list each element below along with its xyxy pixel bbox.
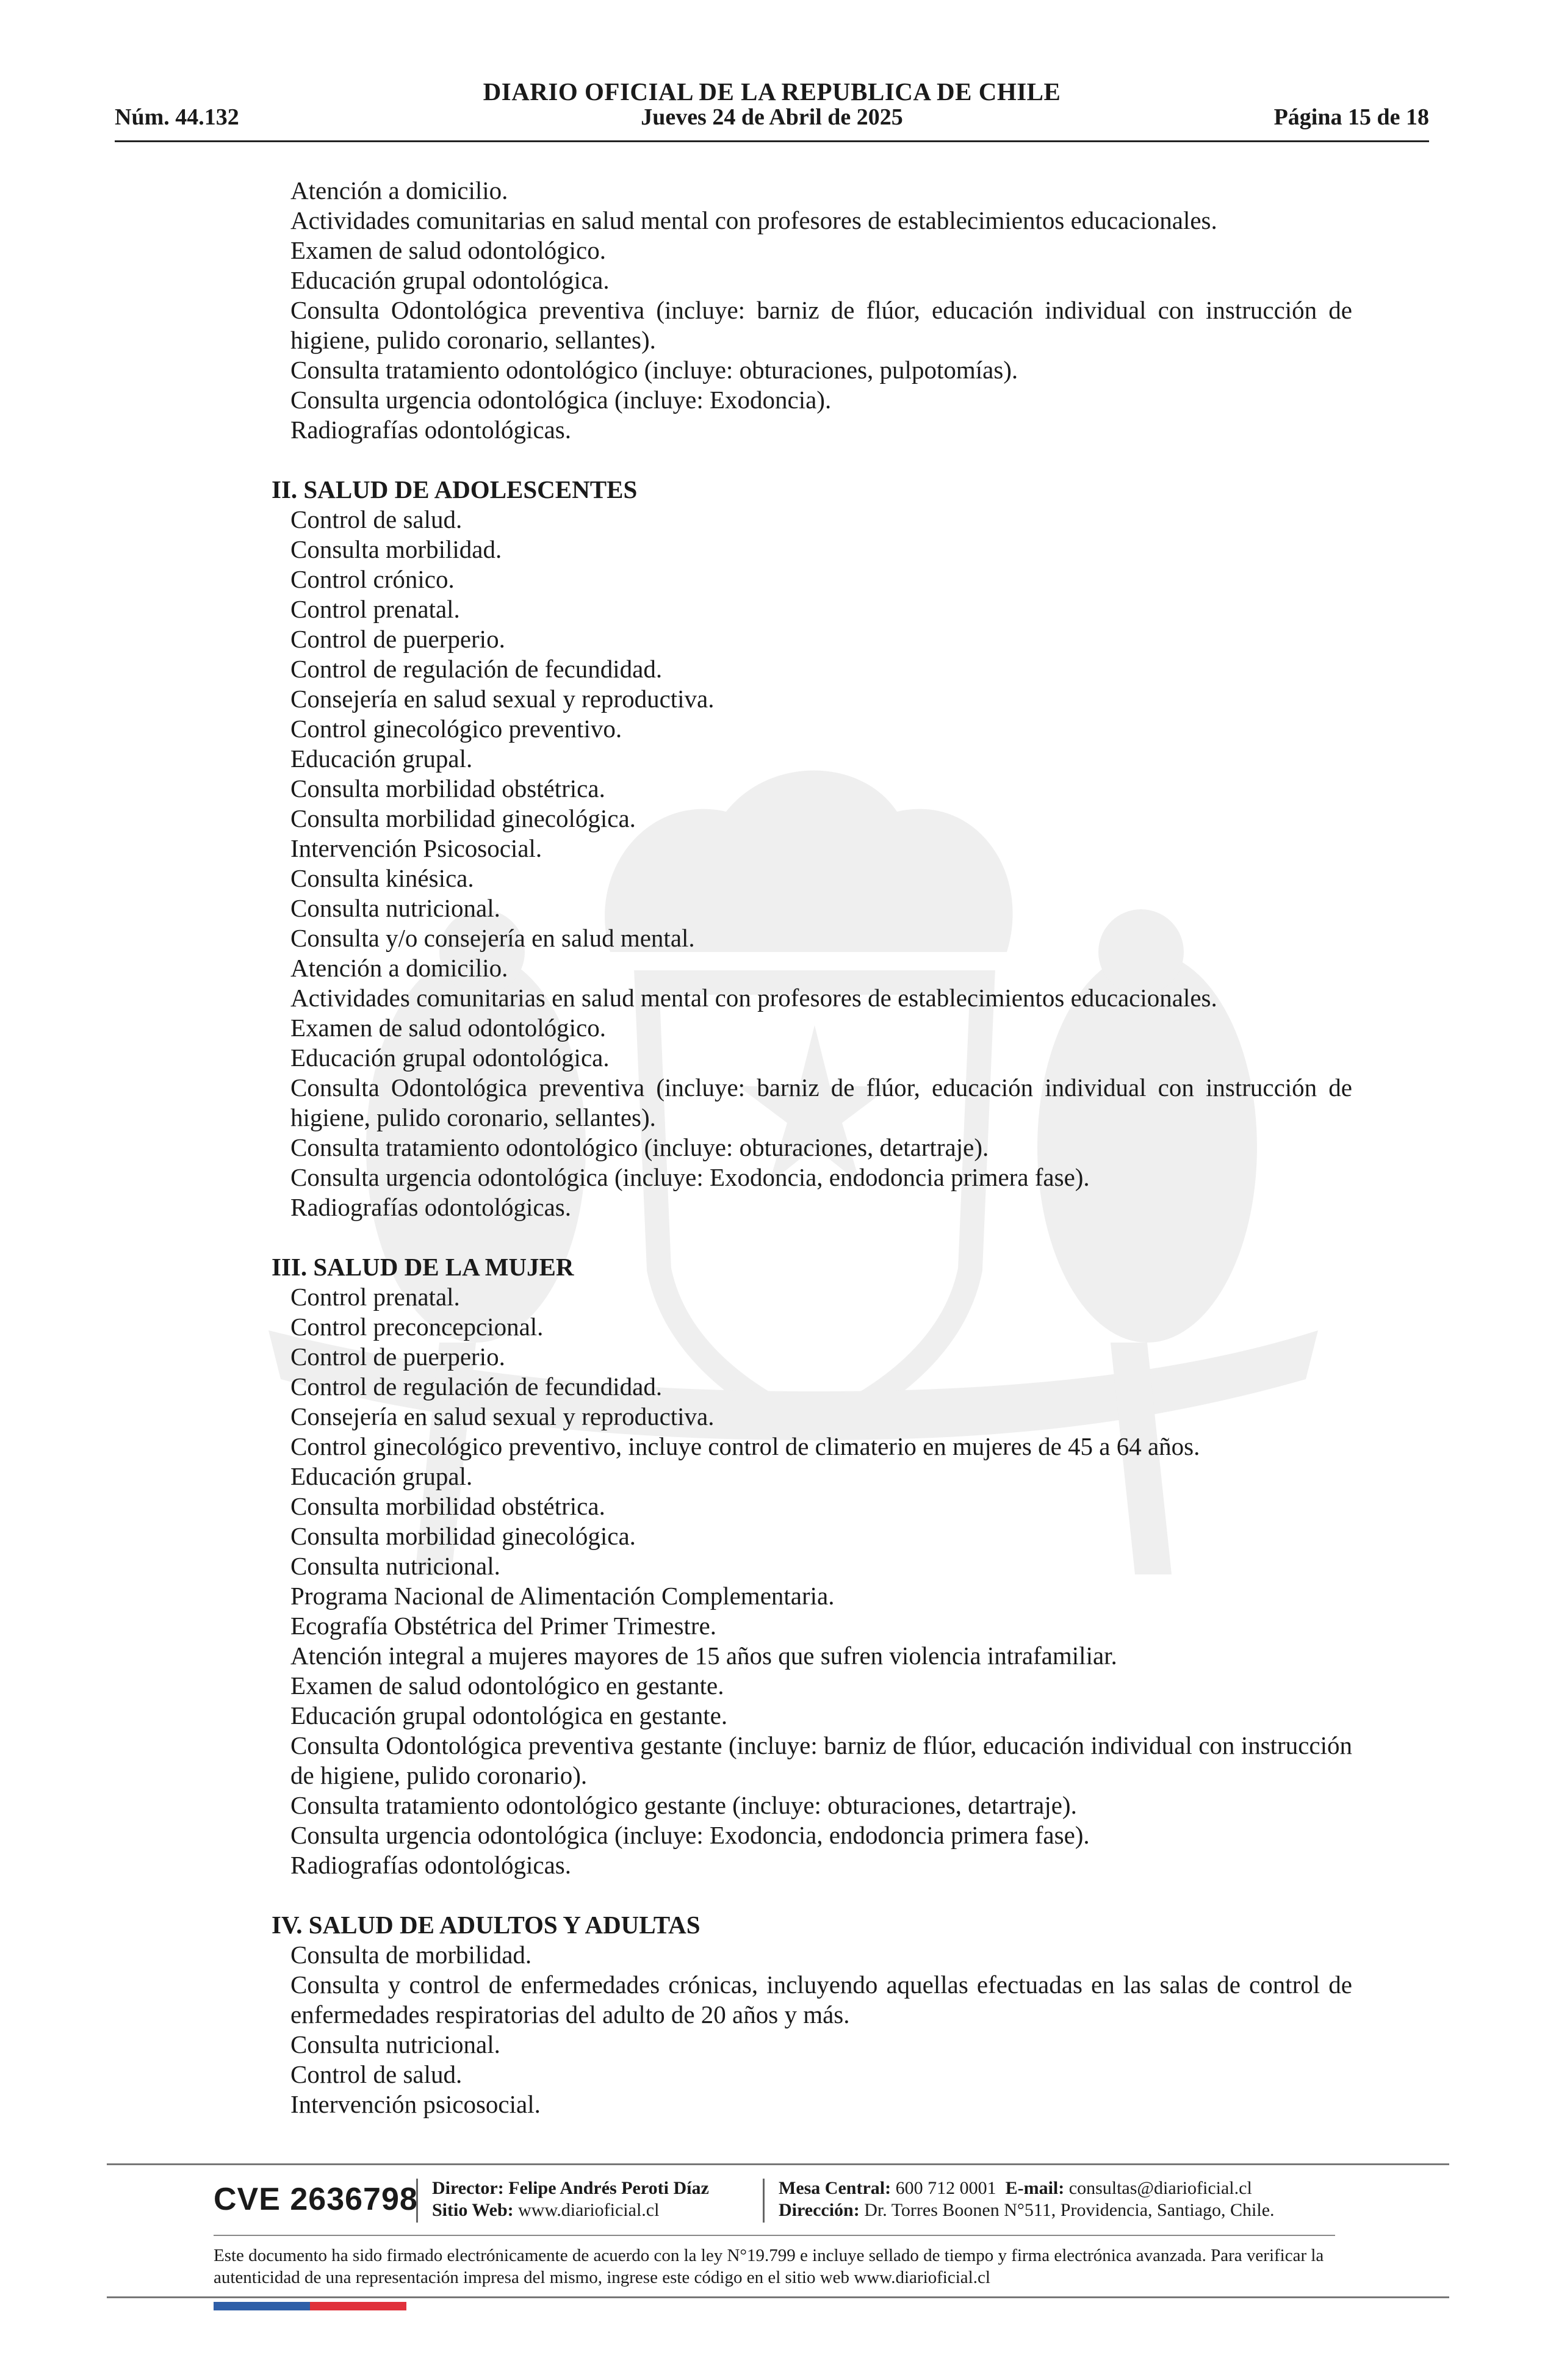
section-adolescentes xyxy=(272,475,1370,1222)
cve-code: CVE 2636798 xyxy=(214,2182,418,2217)
list-item: Control de regulación de fecundidad. xyxy=(290,655,663,683)
list-item: Consulta urgencia odontológica (incluye: Exodoncia). xyxy=(290,386,832,414)
director-line xyxy=(432,2177,709,2199)
issue-date: Jueves 24 de Abril de 2025 xyxy=(641,104,903,130)
list-item: Actividades comunitarias en salud mental con profesores de establecimientos educacionales. xyxy=(290,984,1217,1012)
list-item: Radiografías odontológicas. xyxy=(290,416,572,444)
list-item: Radiografías odontológicas. xyxy=(290,1851,572,1879)
list-item: Educación grupal odontológica. xyxy=(290,266,610,294)
list-item: Consulta Odontológica preventiva (incluye: barniz de flúor, educación individual con instrucción de higiene, pulido coronario, sellantes). xyxy=(290,1073,1352,1131)
list-item: Consulta tratamiento odontológico (incluye: obturaciones, pulpotomías). xyxy=(290,356,1018,384)
list-item: Consulta y/o consejería en salud mental. xyxy=(290,924,695,952)
legal-notice: Este documento ha sido firmado electrónicamente de acuerdo con la ley N°19.799 e incluye sellado de tiempo y firma electrónica avanzada. Para verificar la autenticidad de una representación impresa del mismo, ingrese este código en el sitio web www.diarioficial.cl xyxy=(214,2246,1324,2287)
masthead-title: DIARIO OFICIAL DE LA REPUBLICA DE CHILE xyxy=(483,78,1061,106)
list-item: Control de puerperio. xyxy=(290,625,505,653)
section-title: IV. SALUD DE ADULTOS Y ADULTAS xyxy=(272,1911,701,1939)
section-mujer xyxy=(272,1252,1370,1880)
section-adultos xyxy=(272,1910,1370,2119)
list-item: Control de puerperio. xyxy=(290,1343,505,1371)
list-item: Consulta morbilidad. xyxy=(290,535,502,563)
list-item: Examen de salud odontológico en gestante. xyxy=(290,1671,724,1700)
phone-label: Mesa Central: xyxy=(779,2178,891,2198)
list-item: Consulta Odontológica preventiva (incluye: barniz de flúor, educación individual con instrucción de higiene, pulido coronario, sellantes). xyxy=(290,296,1352,354)
website-line xyxy=(432,2199,709,2221)
list-item: Consulta tratamiento odontológico gestante (incluye: obturaciones, detartraje). xyxy=(290,1791,1077,1819)
list-item: Consulta nutricional. xyxy=(290,894,500,922)
footer-divider-top xyxy=(107,2163,1449,2165)
list-item: Ecografía Obstétrica del Primer Trimestre. xyxy=(290,1612,716,1640)
website-link[interactable]: www.diarioficial.cl xyxy=(518,2200,660,2220)
list-item: Educación grupal odontológica. xyxy=(290,1044,610,1072)
address-value: Dr. Torres Boonen N°511, Providencia, Santiago, Chile. xyxy=(864,2200,1275,2220)
list-item: Educación grupal. xyxy=(290,745,473,773)
issue-number: Núm. 44.132 xyxy=(115,104,239,130)
list-item: Consulta morbilidad obstétrica. xyxy=(290,774,605,802)
list-item: Examen de salud odontológico. xyxy=(290,1014,606,1042)
phone-value: 600 712 0001 xyxy=(895,2178,996,2198)
section-title: II. SALUD DE ADOLESCENTES xyxy=(272,475,638,503)
list-item: Consulta morbilidad ginecológica. xyxy=(290,1522,636,1550)
list-item: Consulta kinésica. xyxy=(290,864,474,892)
footer-separator xyxy=(416,2179,418,2223)
section-intro-list xyxy=(272,176,1370,445)
list-item: Control prenatal. xyxy=(290,1283,460,1311)
list-item: Atención a domicilio. xyxy=(290,954,508,982)
list-item: Consejería en salud sexual y reproductiva. xyxy=(290,685,715,713)
page-footer xyxy=(214,2177,1373,2226)
list-item: Examen de salud odontológico. xyxy=(290,236,606,264)
list-item: Consulta y control de enfermedades crónicas, incluyendo aquellas efectuadas en las salas de control de enfermedades respiratorias del adulto de 20 años y más. xyxy=(290,1971,1352,2028)
list-item: Control ginecológico preventivo. xyxy=(290,715,622,743)
list-item: Control de salud. xyxy=(290,2060,463,2088)
website-label: Sitio Web: xyxy=(432,2200,514,2220)
phone-email-line xyxy=(779,2177,1275,2199)
director-name: Felipe Andrés Peroti Díaz xyxy=(508,2178,709,2198)
director-block xyxy=(432,2177,709,2221)
section-title: III. SALUD DE LA MUJER xyxy=(272,1253,574,1281)
flag-stripe xyxy=(214,2302,406,2310)
list-item: Atención integral a mujeres mayores de 15 años que sufren violencia intrafamiliar. xyxy=(290,1642,1117,1670)
address-line xyxy=(779,2199,1275,2221)
flag-red-bar xyxy=(310,2302,406,2310)
list-item: Control preconcepcional. xyxy=(290,1313,544,1341)
list-item: Consulta tratamiento odontológico (incluye: obturaciones, detartraje). xyxy=(290,1133,989,1161)
list-item: Control crónico. xyxy=(290,565,455,593)
footer-divider-mid xyxy=(214,2235,1335,2236)
page-number: Página 15 de 18 xyxy=(1273,104,1429,130)
list-item: Control prenatal. xyxy=(290,595,460,623)
list-item: Control ginecológico preventivo, incluye control de climaterio en mujeres de 45 a 64 años. xyxy=(290,1432,1200,1460)
page-header xyxy=(115,77,1429,144)
list-item: Consulta Odontológica preventiva gestante (incluye: barniz de flúor, educación individual con instrucción de higiene, pulido coronario). xyxy=(290,1731,1352,1789)
list-item: Control de regulación de fecundidad. xyxy=(290,1372,663,1401)
list-item: Consejería en salud sexual y reproductiva. xyxy=(290,1402,715,1430)
header-divider xyxy=(115,140,1429,142)
contact-block xyxy=(779,2177,1275,2221)
list-item: Educación grupal odontológica en gestante. xyxy=(290,1701,728,1729)
email-link[interactable]: consultas@diarioficial.cl xyxy=(1068,2178,1252,2198)
footer-divider-bottom xyxy=(107,2296,1449,2298)
list-item: Intervención Psicosocial. xyxy=(290,834,542,862)
document-body xyxy=(272,176,1370,2149)
list-item: Intervención psicosocial. xyxy=(290,2090,541,2118)
list-item: Consulta nutricional. xyxy=(290,1552,500,1580)
list-item: Consulta urgencia odontológica (incluye: Exodoncia, endodoncia primera fase). xyxy=(290,1163,1090,1191)
list-item: Consulta urgencia odontológica (incluye: Exodoncia, endodoncia primera fase). xyxy=(290,1821,1090,1849)
list-item: Programa Nacional de Alimentación Complementaria. xyxy=(290,1582,835,1610)
list-item: Radiografías odontológicas. xyxy=(290,1193,572,1221)
flag-blue-bar xyxy=(214,2302,310,2310)
director-label: Director: xyxy=(432,2178,504,2198)
footer-separator xyxy=(763,2179,765,2223)
address-label: Dirección: xyxy=(779,2200,860,2220)
list-item: Consulta nutricional. xyxy=(290,2030,500,2058)
list-item: Educación grupal. xyxy=(290,1462,473,1490)
email-label: E-mail: xyxy=(1005,2178,1065,2198)
list-item: Consulta morbilidad obstétrica. xyxy=(290,1492,605,1520)
list-item: Consulta morbilidad ginecológica. xyxy=(290,804,636,832)
list-item: Consulta de morbilidad. xyxy=(290,1941,532,1969)
list-item: Atención a domicilio. xyxy=(290,176,508,204)
list-item: Actividades comunitarias en salud mental con profesores de establecimientos educacionales. xyxy=(290,206,1217,234)
list-item: Control de salud. xyxy=(290,505,463,533)
